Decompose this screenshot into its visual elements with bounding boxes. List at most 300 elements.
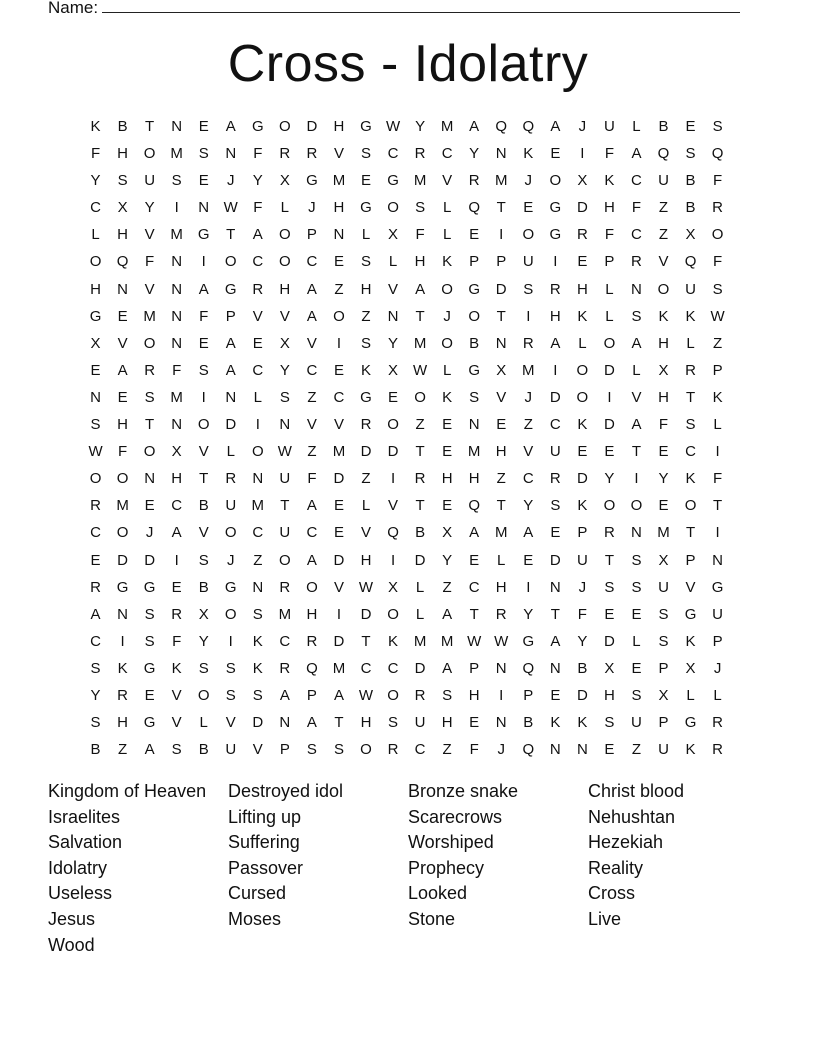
grid-letter: T <box>604 551 614 569</box>
word-list-item: Christ blood <box>588 781 685 801</box>
grid-letter: A <box>550 632 561 650</box>
grid-letter: Z <box>658 199 669 217</box>
grid-letter: K <box>550 714 561 732</box>
grid-letter: A <box>631 334 642 352</box>
grid-letter: P <box>712 632 723 650</box>
grid-letter: T <box>145 416 155 434</box>
grid-letter: X <box>685 226 696 244</box>
grid-letter: A <box>550 334 561 352</box>
grid-letter: T <box>226 226 236 244</box>
grid-letter: N <box>712 551 724 569</box>
grid-letter: O <box>279 551 291 569</box>
grid-letter: G <box>224 578 237 596</box>
grid-letter: L <box>361 497 371 515</box>
grid-letter: E <box>90 361 101 379</box>
grid-letter: R <box>414 686 426 704</box>
grid-letter: K <box>685 307 696 325</box>
grid-letter: E <box>469 551 480 569</box>
grid-letter: M <box>467 443 481 461</box>
grid-letter: E <box>333 497 344 515</box>
grid-letter: D <box>603 632 615 650</box>
grid-letter: G <box>143 578 156 596</box>
grid-letter: S <box>90 714 101 732</box>
grid-letter: P <box>658 714 669 732</box>
grid-letter: O <box>630 497 643 515</box>
grid-letter: N <box>225 145 237 163</box>
grid-letter: O <box>360 741 372 759</box>
grid-letter: R <box>117 686 128 704</box>
grid-letter: W <box>358 686 374 704</box>
grid-letter: P <box>658 659 669 677</box>
grid-letter: G <box>89 307 102 325</box>
grid-letter: E <box>604 605 615 623</box>
grid-letter: A <box>442 659 453 677</box>
grid-letter: Z <box>307 388 317 406</box>
grid-letter: S <box>712 118 723 135</box>
grid-letter: V <box>306 416 317 434</box>
grid-letter: I <box>228 632 233 650</box>
grid-letter: S <box>604 714 615 732</box>
grid-letter: D <box>225 416 237 434</box>
grid-letter: G <box>360 388 372 406</box>
grid-letter: I <box>336 605 342 623</box>
grid-letter: E <box>658 497 669 515</box>
grid-letter: S <box>604 578 615 596</box>
grid-letter: D <box>495 280 507 298</box>
grid-letter: O <box>576 361 589 379</box>
grid-letter: V <box>252 307 263 325</box>
grid-letter: A <box>306 714 317 732</box>
grid-letter: A <box>631 416 642 434</box>
grid-letter: L <box>686 334 695 352</box>
grid-letter: A <box>225 118 236 135</box>
grid-letter: W <box>223 199 238 217</box>
grid-letter: M <box>251 497 265 515</box>
grid-letter: R <box>549 470 561 488</box>
grid-letter: W <box>88 443 103 461</box>
grid-letter: Y <box>523 497 534 515</box>
grid-letter: A <box>144 741 155 759</box>
grid-letter: B <box>415 524 426 542</box>
grid-letter: R <box>279 659 291 677</box>
grid-letter: G <box>711 578 724 596</box>
grid-letter: Z <box>307 443 317 461</box>
grid-letter: F <box>469 741 479 759</box>
grid-letter: E <box>117 307 128 325</box>
grid-letter: F <box>415 226 425 244</box>
grid-letter: K <box>577 497 588 515</box>
grid-letter: J <box>443 307 451 325</box>
grid-letter: T <box>361 632 371 650</box>
grid-letter: Q <box>657 145 670 163</box>
grid-letter: E <box>685 118 696 135</box>
grid-letter: L <box>253 388 262 406</box>
grid-letter: V <box>144 280 155 298</box>
grid-letter: S <box>631 578 642 596</box>
grid-letter: J <box>145 524 154 542</box>
grid-letter: I <box>526 307 531 325</box>
grid-letter: F <box>604 226 614 244</box>
grid-letter: E <box>442 443 453 461</box>
grid-letter: B <box>117 118 128 135</box>
grid-letter: B <box>658 118 669 135</box>
grid-letter: S <box>306 741 317 759</box>
grid-letter: L <box>713 416 722 434</box>
grid-letter: S <box>388 714 399 732</box>
grid-letter: A <box>469 524 480 542</box>
word-list-item: Passover <box>228 857 304 878</box>
grid-letter: I <box>634 470 639 488</box>
grid-letter: I <box>336 334 342 352</box>
grid-letter: U <box>279 470 291 488</box>
grid-letter: J <box>524 388 533 406</box>
grid-letter: S <box>658 605 669 623</box>
grid-letter: T <box>496 497 506 515</box>
grid-letter: V <box>658 253 669 271</box>
grid-letter: P <box>306 686 317 704</box>
grid-letter: E <box>469 714 480 732</box>
grid-letter: H <box>414 253 426 271</box>
grid-letter: G <box>549 199 562 217</box>
grid-letter: R <box>414 145 426 163</box>
grid-letter: H <box>658 388 669 406</box>
grid-letter: I <box>526 578 531 596</box>
grid-letter: K <box>523 145 534 163</box>
grid-letter: N <box>279 416 291 434</box>
grid-letter: O <box>224 253 237 271</box>
grid-letter: X <box>685 659 696 677</box>
grid-letter: Y <box>144 199 155 217</box>
grid-letter: X <box>577 172 588 190</box>
grid-letter: C <box>333 388 345 406</box>
grid-letter: Y <box>523 605 534 623</box>
grid-letter: O <box>684 497 697 515</box>
word-list-item: Destroyed idol <box>228 781 344 801</box>
grid-letter: C <box>522 470 534 488</box>
grid-letter: C <box>252 253 264 271</box>
grid-letter: C <box>306 253 318 271</box>
grid-letter: V <box>198 443 209 461</box>
grid-letter: P <box>469 253 480 271</box>
grid-letter: H <box>117 714 128 732</box>
grid-letter: C <box>360 659 372 677</box>
grid-letter: D <box>387 443 399 461</box>
grid-letter: O <box>197 416 210 434</box>
grid-letter: J <box>308 199 316 217</box>
word-list <box>48 779 768 958</box>
grid-letter: E <box>577 443 588 461</box>
grid-letter: K <box>712 388 723 406</box>
grid-letter: D <box>333 470 345 488</box>
grid-letter: T <box>631 443 642 461</box>
grid-letter: F <box>253 145 263 163</box>
grid-letter: D <box>117 551 128 569</box>
grid-letter: E <box>631 605 642 623</box>
grid-letter: T <box>415 497 425 515</box>
grid-letter: D <box>360 605 372 623</box>
word-search-grid <box>82 113 731 763</box>
grid-letter: X <box>604 659 615 677</box>
grid-letter: M <box>278 605 292 623</box>
grid-letter: W <box>385 118 401 135</box>
grid-letter: S <box>658 632 669 650</box>
grid-letter: G <box>684 714 697 732</box>
grid-letter: I <box>715 524 720 542</box>
grid-letter: X <box>388 578 399 596</box>
grid-letter: T <box>713 497 723 515</box>
grid-letter: R <box>468 172 480 190</box>
grid-letter: F <box>713 470 723 488</box>
grid-letter: P <box>523 686 534 704</box>
grid-letter: V <box>279 307 290 325</box>
grid-letter: O <box>197 686 210 704</box>
grid-letter: L <box>713 686 722 704</box>
grid-letter: P <box>496 253 507 271</box>
grid-letter: T <box>199 470 209 488</box>
grid-letter: H <box>360 280 372 298</box>
grid-letter: H <box>495 578 507 596</box>
grid-letter: R <box>387 741 399 759</box>
grid-letter: O <box>414 388 426 406</box>
grid-letter: O <box>657 280 670 298</box>
grid-letter: E <box>90 551 101 569</box>
grid-letter: F <box>631 199 642 217</box>
grid-letter: E <box>550 524 561 542</box>
grid-letter: E <box>604 741 615 759</box>
grid-letter: Y <box>658 470 669 488</box>
grid-letter: Z <box>442 578 452 596</box>
grid-letter: R <box>603 524 615 542</box>
grid-letter: O <box>306 578 318 596</box>
grid-letter: V <box>333 145 344 163</box>
grid-letter: R <box>306 145 318 163</box>
grid-letter: O <box>89 470 102 488</box>
grid-letter: S <box>333 741 344 759</box>
grid-letter: O <box>224 605 237 623</box>
grid-letter: T <box>685 388 696 406</box>
name-field-line <box>48 0 742 18</box>
grid-letter: D <box>333 551 345 569</box>
grid-letter: D <box>360 443 372 461</box>
grid-letter: V <box>442 172 453 190</box>
grid-letter: G <box>387 172 399 190</box>
grid-letter: E <box>333 524 344 542</box>
grid-letter: H <box>603 199 615 217</box>
grid-letter: H <box>576 280 588 298</box>
grid-letter: A <box>252 226 263 244</box>
word-list-item: Suffering <box>228 832 300 853</box>
grid-letter: I <box>580 145 585 163</box>
grid-letter: R <box>685 361 696 379</box>
grid-letter: H <box>468 470 480 488</box>
grid-letter: O <box>224 524 237 542</box>
grid-letter: Q <box>711 145 724 163</box>
grid-letter: W <box>710 307 725 325</box>
grid-letter: N <box>117 605 128 623</box>
grid-letter: N <box>198 199 210 217</box>
grid-letter: X <box>496 361 507 379</box>
page-title: Cross - Idolatry <box>227 35 589 93</box>
grid-letter: P <box>306 226 317 244</box>
grid-letter: Q <box>522 659 535 677</box>
word-list-item: Lifting up <box>228 806 302 827</box>
grid-letter: X <box>658 361 669 379</box>
grid-letter: U <box>549 443 561 461</box>
grid-letter: C <box>90 524 101 542</box>
grid-letter: S <box>550 497 561 515</box>
grid-letter: V <box>225 714 236 732</box>
grid-letter: S <box>117 172 128 190</box>
grid-letter: J <box>578 118 587 135</box>
grid-letter: R <box>279 578 291 596</box>
grid-letter: M <box>143 307 156 325</box>
grid-letter: G <box>360 199 372 217</box>
grid-letter: T <box>685 524 696 542</box>
grid-letter: S <box>252 605 263 623</box>
grid-letter: S <box>685 145 696 163</box>
grid-letter: T <box>334 714 344 732</box>
grid-letter: S <box>252 686 263 704</box>
grid-letter: D <box>414 551 426 569</box>
grid-letter: X <box>171 443 182 461</box>
grid-letter: N <box>495 714 507 732</box>
grid-letter: F <box>253 199 263 217</box>
grid-letter: N <box>495 145 507 163</box>
grid-letter: F <box>713 253 723 271</box>
grid-letter: S <box>631 307 642 325</box>
word-list-item: Live <box>588 908 622 929</box>
grid-letter: E <box>117 388 128 406</box>
grid-letter: B <box>198 578 209 596</box>
word-list-item: Reality <box>588 857 644 878</box>
grid-letter: E <box>388 388 399 406</box>
grid-letter: G <box>143 714 156 732</box>
grid-letter: L <box>280 199 290 217</box>
grid-letter: H <box>468 686 480 704</box>
grid-letter: M <box>170 226 183 244</box>
grid-letter: L <box>361 226 371 244</box>
grid-letter: V <box>144 226 155 244</box>
grid-letter: G <box>360 118 372 135</box>
grid-letter: K <box>577 714 588 732</box>
grid-letter: D <box>144 551 156 569</box>
grid-letter: Z <box>713 334 723 352</box>
grid-letter: H <box>117 416 128 434</box>
grid-letter: D <box>414 659 426 677</box>
grid-letter: T <box>469 605 479 623</box>
grid-letter: L <box>686 686 695 704</box>
grid-letter: R <box>712 741 724 759</box>
word-list-item: Jesus <box>48 908 96 929</box>
grid-letter: Q <box>468 199 481 217</box>
grid-letter: R <box>549 280 561 298</box>
grid-letter: U <box>712 605 724 623</box>
grid-letter: R <box>90 578 101 596</box>
grid-letter: X <box>658 551 669 569</box>
grid-letter: T <box>550 605 560 623</box>
grid-letter: O <box>116 524 129 542</box>
grid-letter: U <box>144 172 156 190</box>
grid-letter: X <box>658 686 669 704</box>
grid-letter: A <box>523 524 534 542</box>
grid-letter: T <box>496 307 506 325</box>
grid-letter: N <box>171 416 183 434</box>
name-underline <box>102 0 740 13</box>
grid-letter: N <box>117 280 128 298</box>
grid-letter: D <box>576 686 588 704</box>
grid-letter: Q <box>306 659 318 677</box>
grid-letter: G <box>684 605 697 623</box>
grid-letter: E <box>523 199 534 217</box>
grid-letter: V <box>252 741 263 759</box>
grid-letter: A <box>90 605 101 623</box>
grid-letter: I <box>499 686 504 704</box>
grid-letter: O <box>251 443 264 461</box>
grid-letter: F <box>199 307 209 325</box>
grid-letter: D <box>549 388 561 406</box>
grid-letter: N <box>144 470 156 488</box>
grid-letter: N <box>171 253 183 271</box>
grid-letter: L <box>632 632 641 650</box>
word-list-item: Idolatry <box>48 857 108 878</box>
grid-letter: K <box>442 388 453 406</box>
grid-letter: C <box>468 578 480 596</box>
grid-letter: K <box>577 416 588 434</box>
grid-letter: N <box>225 388 237 406</box>
grid-letter: L <box>497 551 506 569</box>
grid-letter: K <box>685 470 696 488</box>
word-list-item: Cursed <box>228 883 287 904</box>
grid-letter: Y <box>388 334 399 352</box>
grid-letter: D <box>549 551 561 569</box>
grid-letter: N <box>549 659 561 677</box>
grid-letter: V <box>523 443 534 461</box>
grid-letter: Q <box>116 253 129 271</box>
grid-letter: W <box>467 632 482 650</box>
grid-letter: S <box>144 632 155 650</box>
grid-letter: C <box>685 443 696 461</box>
grid-letter: A <box>306 280 317 298</box>
grid-letter: G <box>306 172 318 190</box>
grid-letter: Y <box>198 632 209 650</box>
grid-letter: Z <box>334 280 344 298</box>
grid-letter: A <box>225 361 236 379</box>
grid-letter: A <box>306 551 317 569</box>
grid-letter: G <box>116 578 129 596</box>
grid-letter: A <box>415 280 426 298</box>
grid-letter: L <box>442 199 452 217</box>
grid-letter: T <box>415 443 425 461</box>
grid-letter: N <box>171 307 183 325</box>
grid-letter: L <box>605 280 614 298</box>
grid-letter: M <box>494 524 508 542</box>
word-list-item: Hezekiah <box>588 832 664 853</box>
grid-letter: E <box>198 172 209 190</box>
grid-letter: I <box>174 199 179 217</box>
grid-letter: K <box>685 632 696 650</box>
grid-letter: M <box>170 388 183 406</box>
grid-letter: C <box>252 524 264 542</box>
grid-letter: H <box>306 605 318 623</box>
grid-letter: E <box>333 361 344 379</box>
grid-letter: S <box>198 145 209 163</box>
grid-letter: Z <box>361 307 371 325</box>
grid-letter: Z <box>631 741 642 759</box>
word-list-item: Stone <box>408 908 456 929</box>
grid-letter: N <box>495 659 507 677</box>
grid-letter: V <box>117 334 128 352</box>
grid-letter: B <box>523 714 534 732</box>
